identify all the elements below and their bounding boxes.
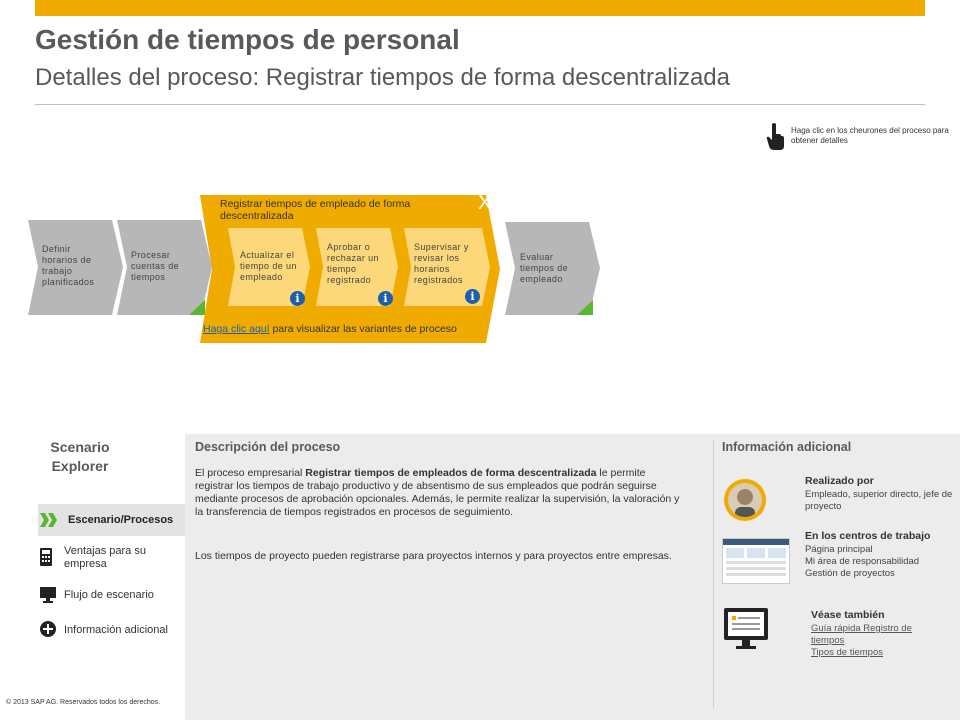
- monitor-icon: [40, 587, 56, 603]
- copyright: © 2013 SAP AG. Reservados todos los derechos.: [6, 699, 161, 706]
- substep-label: Actualizar el tiempo de un empleado: [240, 250, 297, 282]
- double-chevron-icon: [40, 513, 58, 527]
- performed-by-heading: Realizado por: [805, 475, 874, 487]
- substep-label: Aprobar o rechazar un tiempo registrado: [327, 242, 379, 285]
- workplaces-heading: En los centros de trabajo: [805, 530, 931, 542]
- process-step-evaluate-times[interactable]: [505, 222, 600, 315]
- workplace-item: Mi área de responsabilidad: [805, 556, 920, 567]
- desc-text: El proceso empresarial: [195, 467, 306, 479]
- description-paragraph-1: [195, 467, 680, 519]
- see-also-link-time-types[interactable]: Tipos de tiempos: [811, 647, 883, 658]
- hand-pointer-icon: [766, 122, 786, 150]
- page-title: Gestión de tiempos de personal: [35, 24, 460, 55]
- performed-by: [805, 475, 955, 513]
- nav-label: Flujo de escenario: [64, 589, 154, 601]
- desc-bold-text: Registrar tiempos de empleados de forma descentralizada: [305, 467, 597, 479]
- info-icon[interactable]: i: [290, 291, 305, 306]
- hint-text: Haga clic en los cheurones del proceso para obtener detalles: [791, 126, 949, 145]
- nav-label: Información adicional: [64, 624, 168, 636]
- see-also: [811, 609, 921, 659]
- expanded-step-title: Registrar tiempos de empleado de forma descentralizada: [220, 198, 411, 222]
- description-paragraph-2: Los tiempos de proyecto pueden registrarse para proyectos internos y para proyectos entre empresas.: [195, 550, 672, 562]
- nav-label: Ventajas para su empresa: [64, 545, 146, 570]
- workplace-screenshot-thumbnail: [722, 538, 790, 584]
- process-variants-link[interactable]: [203, 323, 457, 335]
- variants-link-text[interactable]: Haga clic aquí: [203, 323, 270, 335]
- nav-item-benefits[interactable]: [40, 545, 185, 573]
- workplace-item: Gestión de proyectos: [805, 568, 895, 579]
- variants-text: para visualizar las variantes de proceso: [269, 323, 457, 335]
- description-heading: Descripción del proceso: [195, 440, 341, 454]
- process-step-define-schedules[interactable]: [28, 220, 123, 315]
- step-label: Definir horarios de trabajo planificados: [42, 244, 95, 287]
- page-subtitle: Detalles del proceso: Registrar tiempos de forma descentralizada: [35, 64, 731, 91]
- workplaces: [805, 530, 955, 580]
- nav-item-scenario-flow[interactable]: [40, 587, 185, 605]
- calculator-icon: [40, 548, 52, 566]
- desc-text: le permite registrar los tiempos de trabajo productivo y de absentismo de sus empleados que podrán seguirse mediante procesos de aprobación opcionales. Además, le permite realizar la supervisión, la valoración y la transferencia de tiempos registrados en procesos de seguimiento.: [195, 467, 680, 518]
- additional-info-heading: Información adicional: [722, 440, 852, 454]
- info-icon[interactable]: i: [378, 291, 393, 306]
- performed-by-text: Empleado, superior directo, jefe de proyecto: [805, 489, 953, 512]
- info-icon[interactable]: i: [465, 289, 480, 304]
- avatar: [724, 479, 766, 521]
- top-accent-bar: [35, 0, 925, 16]
- nav-label: Escenario/Procesos: [68, 514, 174, 526]
- scenario-explorer-title: Scenario Explorer: [50, 439, 110, 474]
- see-also-link-quick-guide[interactable]: Guía rápida Registro de tiempos: [811, 623, 912, 646]
- plus-circle-icon: [40, 621, 56, 637]
- step-label: Evaluar tiempos de empleado: [520, 252, 569, 284]
- panel-divider: [713, 440, 714, 708]
- process-step-process-time-accounts[interactable]: [117, 220, 212, 315]
- workplace-item: Página principal: [805, 544, 873, 555]
- step-label: Procesar cuentas de tiempos: [131, 250, 180, 282]
- close-icon[interactable]: X: [478, 192, 492, 214]
- nav-item-scenario-processes[interactable]: [38, 504, 185, 536]
- nav-item-additional-info[interactable]: [40, 621, 185, 639]
- substep-label: Supervisar y revisar los horarios registrados: [414, 242, 469, 285]
- monitor-document-icon: [724, 608, 768, 650]
- see-also-heading: Véase también: [811, 609, 885, 621]
- header-divider: [35, 104, 925, 105]
